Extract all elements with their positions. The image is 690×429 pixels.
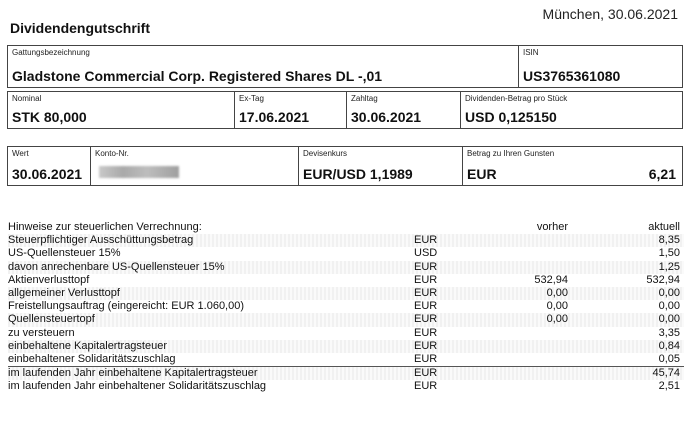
tax-row-label: US-Quellensteuer 15% (8, 247, 121, 260)
tax-row-label: davon anrechenbare US-Quellensteuer 15% (8, 260, 225, 273)
dividend-label: Dividenden-Betrag pro Stück (465, 94, 568, 103)
zahltag-value: 30.06.2021 (351, 109, 422, 125)
tax-row (8, 287, 684, 300)
tax-row-currency: EUR (414, 326, 438, 339)
isin-cell (518, 46, 682, 87)
tax-row-label: Steuerpflichtiger Ausschüttungsbetrag (8, 234, 194, 247)
tax-row-label: im laufenden Jahr einbehaltene Kapitalertragsteuer (8, 367, 258, 380)
tax-col-current: aktuell (648, 221, 680, 233)
tax-row-current: 3,35 (658, 326, 680, 339)
tax-row (8, 247, 684, 260)
security-name-label: Gattungsbezeichnung (12, 48, 90, 57)
tax-row-before: 0,00 (546, 286, 568, 299)
tax-row-current: 0,00 (658, 286, 680, 299)
tax-row-label: einbehaltener Solidaritätszuschlag (8, 352, 176, 365)
tax-row-current: 45,74 (652, 367, 680, 380)
tax-row-current: 0,84 (658, 339, 680, 352)
ex-tag-cell (234, 92, 346, 128)
tax-row-current: 2,51 (658, 380, 680, 393)
tax-row (8, 274, 684, 287)
security-box (7, 45, 683, 88)
tax-row-label: im laufenden Jahr einbehaltener Solidaritätszuschlag (8, 380, 267, 393)
tax-row-label: allgemeiner Verlusttopf (8, 286, 120, 299)
ex-tag-value: 17.06.2021 (239, 109, 310, 125)
tax-header-row (8, 221, 684, 234)
isin-label: ISIN (523, 48, 539, 57)
tax-row-current: 0,05 (658, 352, 680, 365)
zahltag-cell (346, 92, 460, 128)
tax-row-current: 532,94 (646, 273, 680, 286)
konto-cell (90, 147, 298, 185)
tax-row-currency: EUR (414, 260, 438, 273)
booking-box (7, 146, 683, 186)
tax-row (8, 313, 684, 326)
tax-row-current: 0,00 (658, 313, 680, 326)
tax-row-currency: USD (414, 247, 438, 260)
dividend-cell (460, 92, 682, 128)
tax-row-label: einbehaltene Kapitalertragsteuer (8, 339, 168, 352)
nominal-value: STK 80,000 (12, 109, 87, 125)
document-title: Dividendengutschrift (10, 20, 151, 36)
nominal-label: Nominal (12, 94, 42, 103)
security-name-cell (8, 46, 518, 87)
tax-row-currency: EUR (414, 234, 438, 247)
devisen-label: Devisenkurs (303, 149, 348, 158)
tax-row-label: Freistellungsauftrag (eingereicht: EUR 1.060,00) (8, 300, 245, 313)
tax-row (8, 340, 684, 353)
nominal-cell (8, 92, 234, 128)
tax-row-currency: EUR (414, 313, 438, 326)
tax-row (8, 261, 684, 274)
tax-row (8, 366, 684, 380)
betrag-cell (462, 147, 682, 185)
tax-row-before: 0,00 (546, 313, 568, 326)
tax-row (8, 353, 684, 366)
details-box (7, 91, 683, 129)
tax-row-currency: EUR (414, 380, 438, 393)
tax-row-current: 8,35 (658, 234, 680, 247)
betrag-value: 6,21 (648, 166, 676, 182)
tax-row (8, 380, 684, 393)
tax-row-before: 532,94 (534, 273, 568, 286)
tax-row-current: 0,00 (658, 300, 680, 313)
wert-cell (8, 147, 90, 185)
tax-row-label: Quellensteuertopf (8, 313, 95, 326)
dividend-value: USD 0,125150 (465, 109, 557, 125)
tax-row (8, 234, 684, 247)
tax-row-current: 1,25 (658, 260, 680, 273)
zahltag-label: Zahltag (351, 94, 378, 103)
tax-row-currency: EUR (414, 367, 438, 380)
tax-row-current: 1,50 (658, 247, 680, 260)
konto-redacted (99, 166, 179, 178)
security-name-value: Gladstone Commercial Corp. Registered Shares DL -,01 (12, 68, 383, 84)
tax-row-currency: EUR (414, 273, 438, 286)
tax-col-before: vorher (536, 221, 568, 233)
tax-heading: Hinweise zur steuerlichen Verrechnung: (8, 221, 202, 233)
betrag-currency: EUR (467, 166, 497, 182)
tax-row (8, 327, 684, 340)
tax-row-currency: EUR (414, 339, 438, 352)
tax-section (8, 221, 684, 393)
devisen-value: EUR/USD 1,1989 (303, 166, 413, 182)
devisen-cell (298, 147, 462, 185)
tax-row-currency: EUR (414, 286, 438, 299)
tax-row-before: 0,00 (546, 300, 568, 313)
tax-row-currency: EUR (414, 300, 438, 313)
betrag-label: Betrag zu Ihren Gunsten (467, 149, 555, 158)
tax-row-currency: EUR (414, 352, 438, 365)
city-date: München, 30.06.2021 (542, 6, 678, 22)
konto-label: Konto-Nr. (95, 149, 129, 158)
wert-value: 30.06.2021 (12, 166, 83, 182)
wert-label: Wert (12, 149, 29, 158)
tax-row-label: Aktienverlusttopf (8, 273, 90, 286)
tax-row (8, 300, 684, 313)
isin-value: US3765361080 (523, 68, 621, 84)
tax-row-label: zu versteuern (8, 326, 75, 339)
ex-tag-label: Ex-Tag (239, 94, 264, 103)
